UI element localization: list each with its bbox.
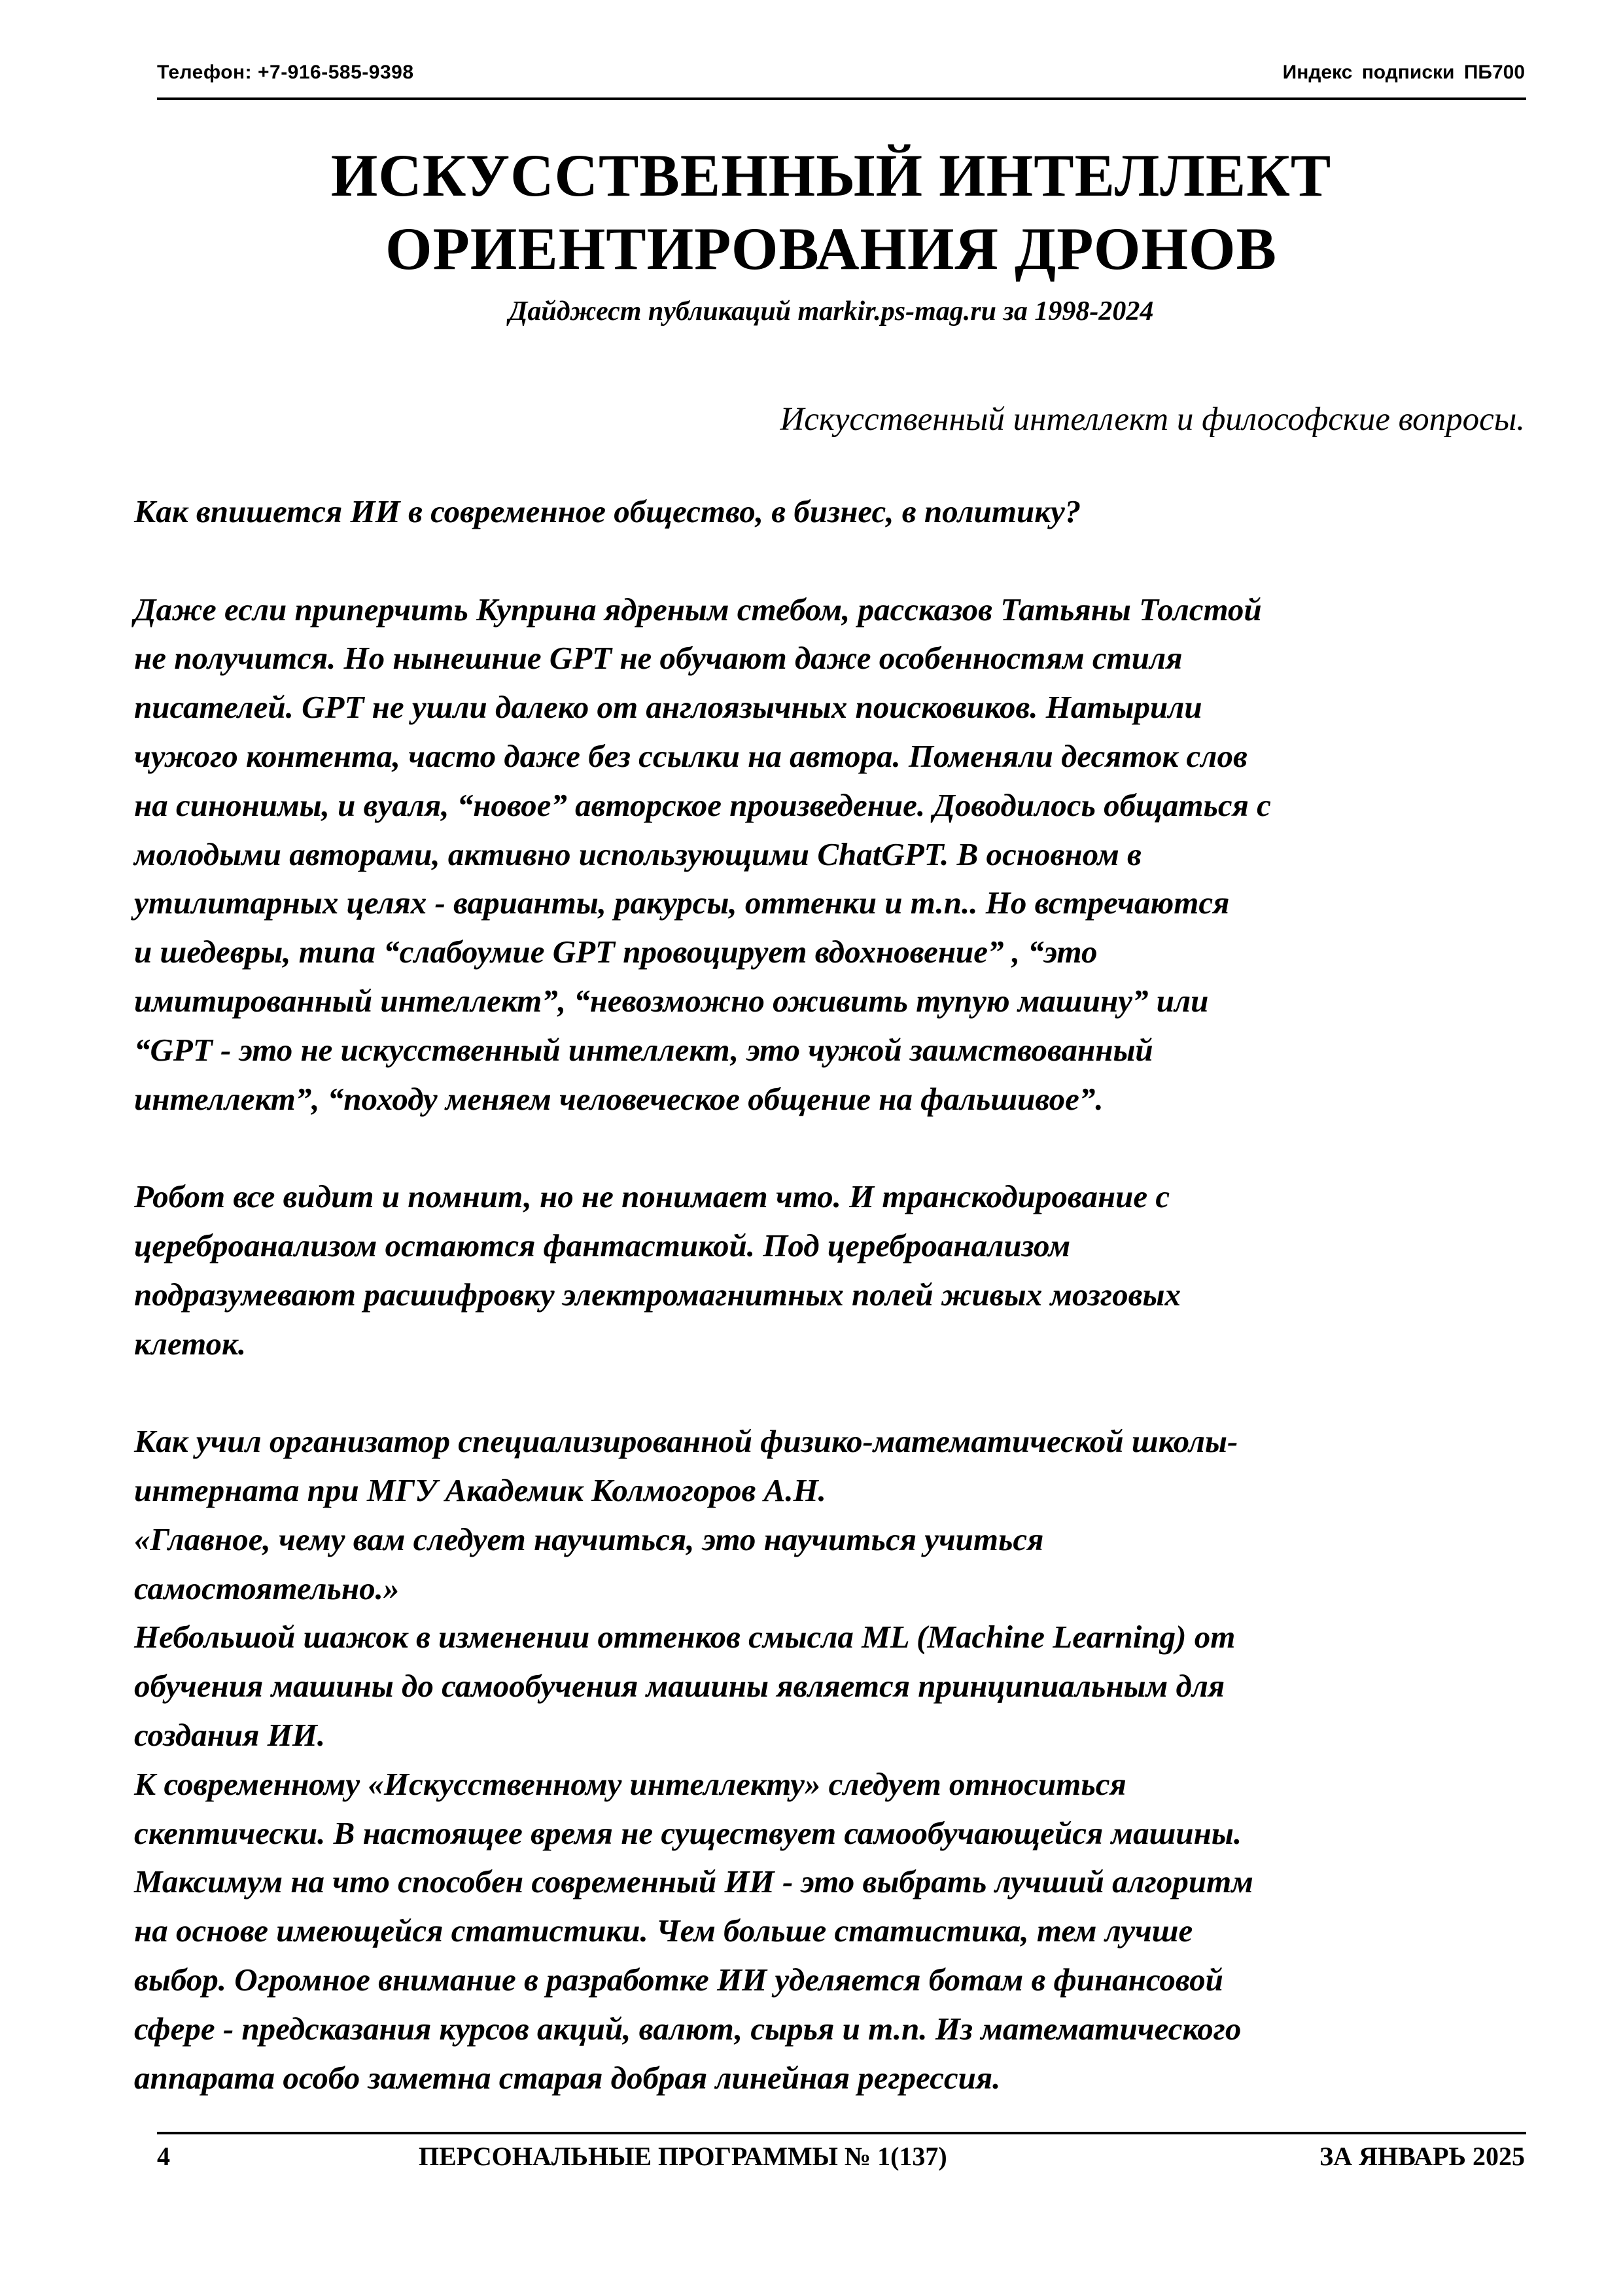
page-number: 4 — [157, 2142, 170, 2171]
paragraph-line: интеллект”, “походу меняем человеческое общение на фальшивое”. — [134, 1080, 1104, 1117]
paragraph-line: и шедевры, типа “слабоумие GPT провоцирует вдохновение” , “это — [134, 934, 1098, 970]
publication-name: ПЕРСОНАЛЬНЫЕ ПРОГРАММЫ № 1(137) — [419, 2142, 947, 2171]
paragraph-line: выбор. Огромное внимание в разработке ИИ уделяется ботам в финансовой — [134, 1961, 1223, 1998]
paragraph-line: клеток. — [134, 1325, 247, 1362]
article-title — [131, 139, 1531, 285]
footer-rule — [157, 2132, 1526, 2134]
header-rule — [157, 97, 1526, 100]
paragraph-line: не получится. Но нынешние GPT не обучают даже особенностям стиля — [134, 640, 1183, 677]
paragraph-line: молодыми авторами, активно использующими ChatGPT. В основном в — [134, 836, 1142, 872]
paragraph-line: Даже если приперчить Куприна ядреным стебом, рассказов Татьяны Толстой — [134, 591, 1262, 627]
paragraph-line: обучения машины до самообучения машины является принципиальным для — [134, 1668, 1225, 1704]
paragraph-line: на синонимы, и вуаля, “новое” авторское произведение. Доводилось общаться с — [134, 786, 1271, 823]
paragraph-line: Как впишется ИИ в современное общество, в бизнес, в политику? — [134, 493, 1081, 529]
article-paragraph — [134, 1417, 1525, 2102]
article-subtitle: Дайджест публикаций markir.ps-mag.ru за 1998-2024 — [508, 296, 1154, 327]
header-phone: Телефон: +7-916-585-9398 — [157, 62, 414, 83]
paragraph-line: К современному «Искусственному интеллекту» следует относиться — [134, 1765, 1126, 1802]
paragraph-line: «Главное, чему вам следует научиться, это научиться учиться — [134, 1521, 1044, 1557]
header-subscription-index: Индекс подписки ПБ700 — [1282, 62, 1525, 83]
paragraph-line: сфере - предсказания курсов акций, валют, сырья и т.п. Из математического — [134, 2010, 1242, 2047]
paragraph-line: самостоятельно.» — [134, 1570, 400, 1606]
paragraph-line: создания ИИ. — [134, 1716, 326, 1753]
paragraph-line: подразумевают расшифровку электромагнитных полей живых мозговых — [134, 1276, 1181, 1313]
paragraph-line: на основе имеющейся статистики. Чем больше статистика, тем лучше — [134, 1913, 1193, 1949]
article-paragraph — [134, 487, 1525, 537]
paragraph-line: утилитарных целях - варианты, ракурсы, оттенки и т.п.. Но встречаются — [134, 885, 1230, 921]
paragraph-line: скептически. В настоящее время не существует самообучающейся машины. — [134, 1814, 1242, 1851]
issue-date: ЗА ЯНВАРЬ 2025 — [1319, 2142, 1525, 2171]
paragraph-line: Небольшой шажок в изменении оттенков смысла ML (Machine Learning) от — [134, 1619, 1236, 1655]
paragraph-line: писателей. GPT не ушли далеко от англоязычных поисковиков. Натырили — [134, 689, 1202, 726]
paragraph-line: интерната при МГУ Академик Колмогоров А.Н. — [134, 1472, 826, 1508]
paragraph-line: аппарата особо заметна старая добрая линейная регрессия. — [134, 2059, 1001, 2096]
paragraph-line: чужого контента, часто даже без ссылки на автора. Поменяли десяток слов — [134, 737, 1248, 774]
paragraph-line: имитированный интеллект”, “невозможно оживить тупую машину” или — [134, 982, 1209, 1019]
article-paragraph — [134, 1173, 1525, 1368]
section-heading: Искусственный интеллект и философские вопросы. — [780, 401, 1525, 438]
paragraph-line: Как учил организатор специализированной физико-математической школы- — [134, 1423, 1238, 1460]
paragraph-line: “GPT - это не искусственный интеллект, это чужой заимствованный — [134, 1031, 1153, 1068]
paragraph-line: Максимум на что способен современный ИИ - это выбрать лучший алгоритм — [134, 1863, 1253, 1900]
article-paragraph — [134, 586, 1525, 1124]
article-title-line: ИСКУССТВЕННЫЙ ИНТЕЛЛЕКТ — [330, 142, 1332, 209]
paragraph-line: цереброанализом остаются фантастикой. Под цереброанализом — [134, 1227, 1071, 1263]
article-title-line: ОРИЕНТИРОВАНИЯ ДРОНОВ — [385, 215, 1277, 282]
paragraph-line: Робот все видит и помнит, но не понимает что. И транскодирование с — [134, 1178, 1170, 1215]
article-body — [134, 487, 1525, 2102]
